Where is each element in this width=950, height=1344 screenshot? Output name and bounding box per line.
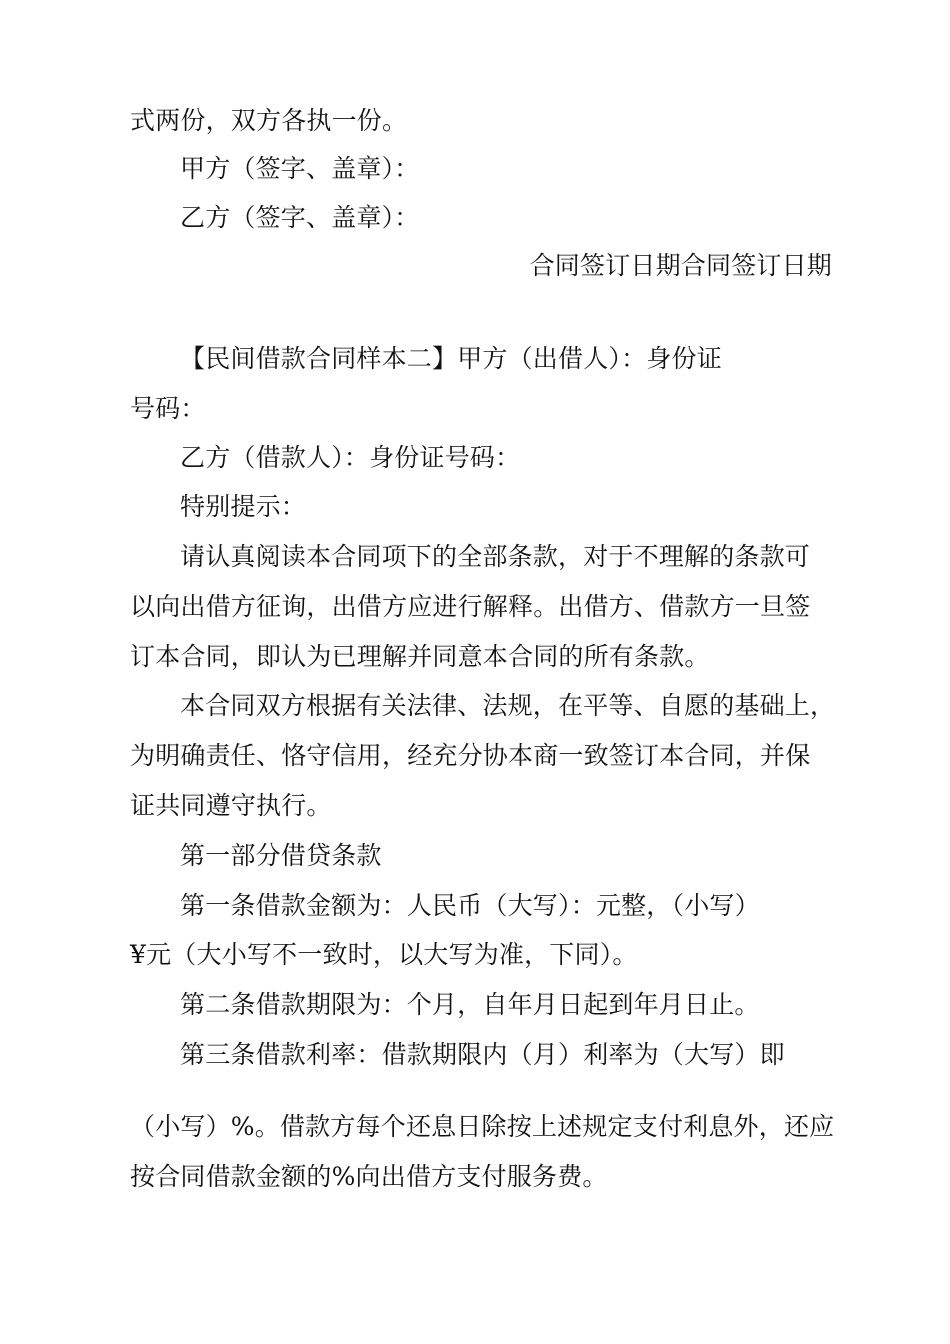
paragraph-line: 以向出借方征询，出借方应进行解释。出借方、借款方一旦签 [130, 592, 811, 621]
special-notice-heading: 特别提示： [180, 492, 307, 521]
section-heading: 第一部分借贷条款 [180, 841, 382, 870]
text-line: 号码： [130, 394, 206, 423]
article-three-line: 第三条借款利率：借款期限内（月）利率为（大写）即 [180, 1040, 785, 1069]
article-one-line: 第一条借款金额为：人民币（大写）：元整，（小写） [180, 891, 760, 920]
sample-two-heading: 【民间借款合同样本二】甲方（出借人）：身份证 [180, 344, 722, 373]
article-three-line: （小写）%。借款方每个还息日除按上述规定支付利息外，还应 [130, 1112, 835, 1141]
paragraph-line: 为明确责任、恪守信用，经充分协本商一致签订本合同，并保 [130, 741, 811, 770]
borrower-line: 乙方（借款人）：身份证号码： [180, 443, 521, 472]
article-one-line: ¥元（大小写不一致时，以大写为准，下同）。 [130, 940, 638, 969]
paragraph-line: 请认真阅读本合同项下的全部条款，对于不理解的条款可 [180, 542, 811, 571]
text-line: 式两份，双方各执一份。 [130, 106, 408, 135]
paragraph-line: 证共同遵守执行。 [130, 791, 332, 820]
paragraph-line: 本合同双方根据有关法律、法规，在平等、自愿的基础上， [180, 691, 836, 720]
contract-date-line: 合同签订日期合同签订日期 [529, 251, 832, 280]
article-two-line: 第二条借款期限为：个月，自年月日起到年月日止。 [180, 990, 760, 1019]
party-a-signature-line: 甲方（签字、盖章）： [180, 154, 420, 183]
article-three-line: 按合同借款金额的%向出借方支付服务费。 [130, 1162, 608, 1191]
party-b-signature-line: 乙方（签字、盖章）： [180, 203, 420, 232]
paragraph-line: 订本合同，即认为已理解并同意本合同的所有条款。 [130, 642, 710, 671]
